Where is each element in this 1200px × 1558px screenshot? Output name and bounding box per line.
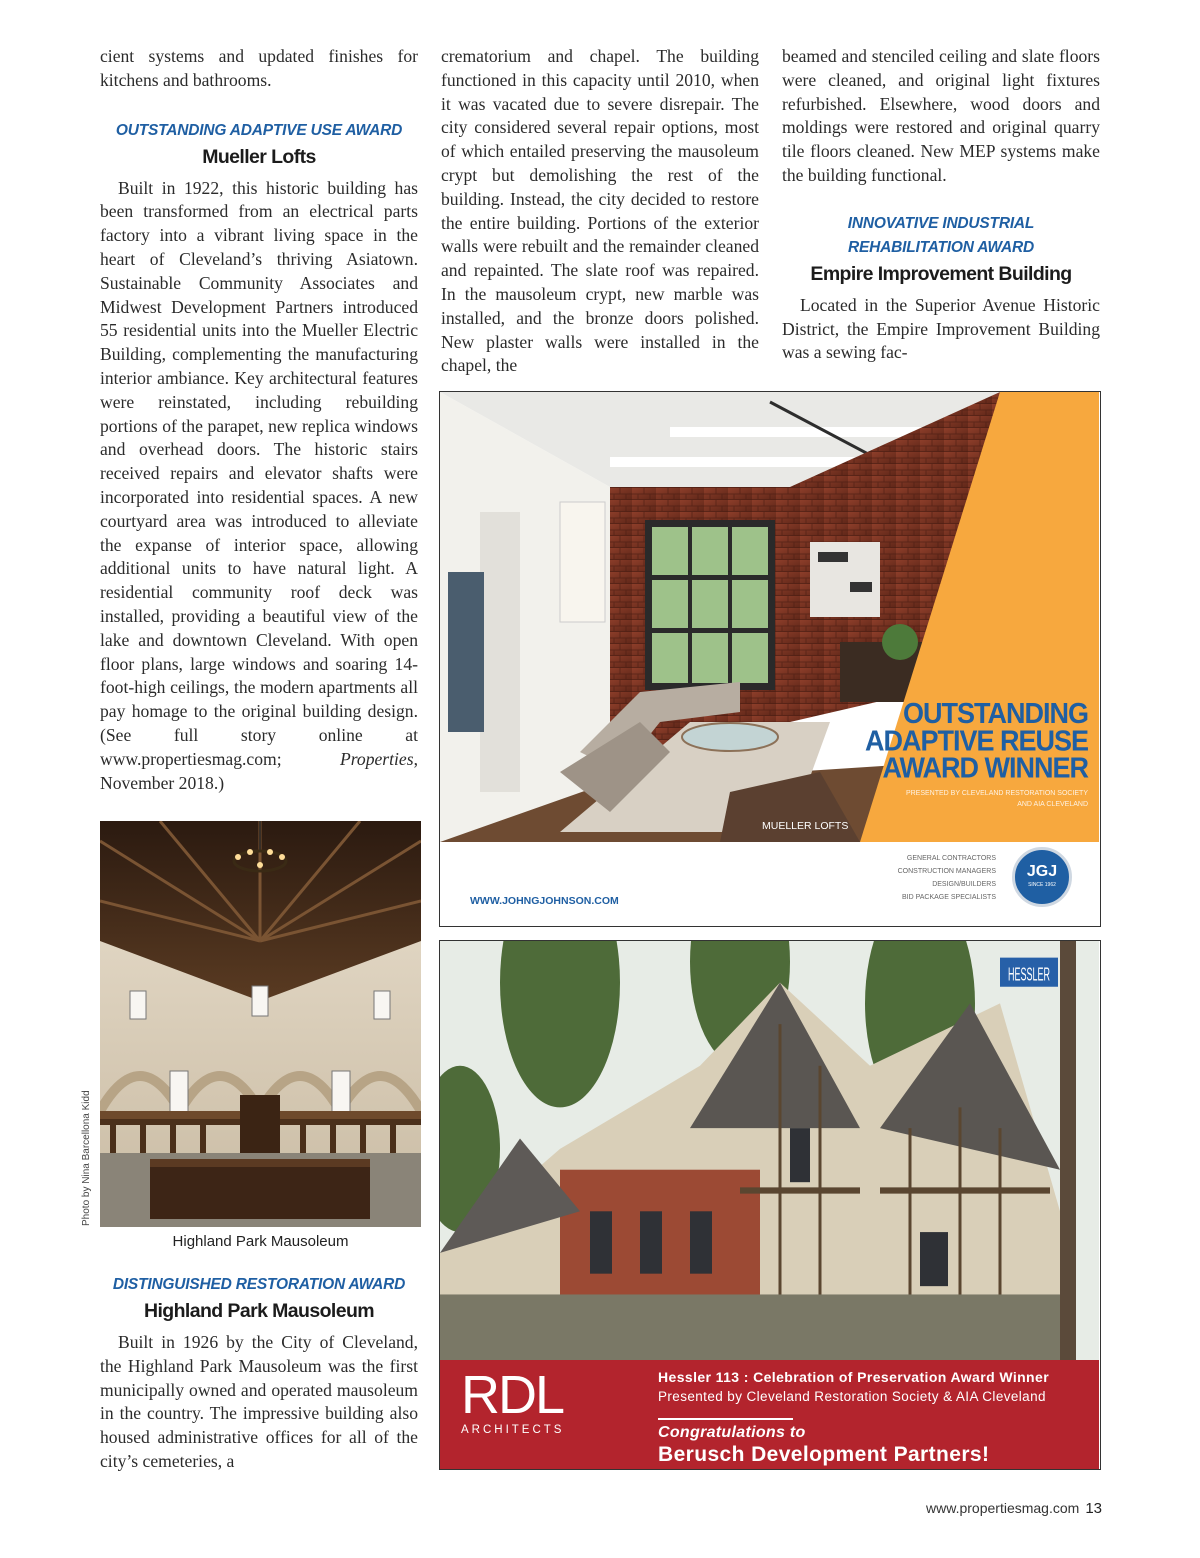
mausoleum-photo: [100, 821, 421, 1227]
column-1-lower: [100, 1273, 418, 1474]
page-footer: [926, 1500, 1102, 1517]
properties-italic: Properties: [339, 748, 414, 769]
lead-text: cient systems and updated finishes for kitchens and bathrooms.: [100, 46, 418, 90]
award-kicker-restoration: DISTINGUISHED RESTORATION AWARD: [112, 1276, 406, 1293]
photo-caption: Highland Park Mausoleum: [172, 1233, 349, 1250]
mausoleum-illustration: [100, 821, 421, 1227]
mausoleum-body: Built in 1926 by the City of Cleveland, the Highland Park Mausoleum was the first municipally owned and operated mausoleum in the country. The impressive building also housed administrative offices for all of the city’s cemeteries, a: [100, 1332, 418, 1471]
ad1-presented: [906, 788, 1088, 810]
award-title-mausoleum: Highland Park Mausoleum: [144, 1300, 374, 1322]
empire-body: Located in the Superior Avenue Historic District, the Empire Improvement Building was a sewing fac-: [782, 294, 1100, 363]
award-title-mueller-lofts: Mueller Lofts: [202, 145, 316, 168]
ad1-headline-line2: ADAPTIVE REUSE: [864, 725, 1088, 757]
rdl-line2: Presented by Cleveland Restoration Society & AIA Cleveland: [658, 1389, 1046, 1404]
rdl-logo-small: ARCHITECTS: [461, 1424, 565, 1436]
footer-site[interactable]: www.propertiesmag.com: [926, 1500, 1080, 1516]
award-kicker-adaptive-use: OUTSTANDING ADAPTIVE USE AWARD: [115, 121, 403, 139]
ad1-presented-line1: PRESENTED BY CLEVELAND RESTORATION SOCIETY: [905, 790, 1088, 797]
hessler-house-photo: [440, 941, 1099, 1361]
page-number: 13: [1085, 1500, 1102, 1517]
ad1-presented-line2: AND AIA CLEVELAND: [1017, 801, 1088, 808]
award-title-empire: Empire Improvement Building: [810, 262, 1072, 285]
rdl-partner: Berusch Development Partners!: [658, 1443, 990, 1466]
column-1: [100, 45, 418, 795]
ad1-photo-label: MUELLER LOFTS: [762, 820, 849, 832]
johnson-ad: [439, 391, 1101, 927]
jgj-logo-since: SINCE 1962: [1028, 882, 1056, 888]
ad1-headline-line1: OUTSTANDING: [903, 697, 1088, 730]
column-2-body: crematorium and chapel. The building functioned in this capacity until 2010, when it was vacated due to severe disrepair. The city considered several repair options, most of which entailed preserving the mausoleum crypt but demolishing the rest of the building. Instead, the city decided to restore the entire building. Portions of the exterior walls were rebuilt and the remainder cleaned and repainted. The slate roof was repaired. In the mausoleum crypt, new marble was installed, and the bronze doors polished. New plaster walls were installed in the chapel, the: [441, 46, 759, 376]
street-sign-text: HESSLER: [1008, 965, 1050, 986]
ad1-url[interactable]: WWW.JOHNGJOHNSON.COM: [470, 895, 619, 907]
jgj-logo-text: JGJ: [1026, 863, 1058, 880]
jgj-logo: [1012, 847, 1072, 907]
column-3: [782, 45, 1100, 365]
ad1-service-2: CONSTRUCTION MANAGERS: [897, 868, 996, 875]
ad1-services: [898, 852, 996, 904]
column-2: [441, 45, 759, 378]
rdl-divider: [658, 1418, 793, 1420]
rdl-logo-big: RDL: [461, 1365, 564, 1425]
rdl-banner-content: [440, 1361, 1100, 1468]
rdl-line1: Hessler 113 : Celebration of Preservation Award Winner: [658, 1369, 1050, 1385]
ad1-service-4: BID PACKAGE SPECIALISTS: [901, 894, 996, 901]
mueller-lofts-body: [100, 177, 418, 796]
ad1-service-3: DESIGN/BUILDERS: [932, 881, 996, 888]
column-3-body: beamed and stenciled ceiling and slate floors were cleaned, and original light fixtures refurbished. Elsewhere, wood doors and moldings were restored and original quarry tile floors cleaned. New MEP systems make the building functional.: [782, 46, 1100, 185]
mueller-body-text: Built in 1922, this historic building has been transformed from an electrical parts factory into a vibrant living space in the heart of Cleveland’s thriving Asiatown. Sustainable Community Associates and Midwest Development Partners introduced 55 residential units into the Mueller Electric Building, complementing the manufacturing interior ambiance. Key architectural features were reinstated, including rebuilding portions of the parapet, new replica windows and overhead doors. The historic stairs received repairs and elevator shafts were incorporated into residential spaces. A new courtyard area was introduced to alleviate the expanse of interior space, allowing additional units to have natural light. A residential community roof deck was installed, providing a beautiful view of the lake and downtown Cleveland. With open floor plans, large windows and soaring 14-foot-high ceilings, the modern apartments all pay homage to the original building design. (See full story online at www.propertiesmag.com;: [100, 177, 418, 769]
mueller-body-end: , November 2018.): [100, 748, 418, 793]
award-kicker-industrial: [782, 212, 1100, 260]
ad1-headline: [864, 697, 1088, 785]
ad1-headline-line3: AWARD WINNER: [882, 752, 1088, 785]
ad1-service-1: GENERAL CONTRACTORS: [906, 855, 996, 862]
award-kicker-line1: INNOVATIVE INDUSTRIAL: [847, 214, 1035, 232]
photo-credit: Photo by Nina Barcellona Kidd: [81, 1090, 92, 1226]
rdl-logo: [461, 1367, 564, 1437]
rdl-congrats: Congratulations to: [658, 1424, 806, 1441]
award-kicker-line2: REHABILITATION AWARD: [847, 238, 1034, 256]
